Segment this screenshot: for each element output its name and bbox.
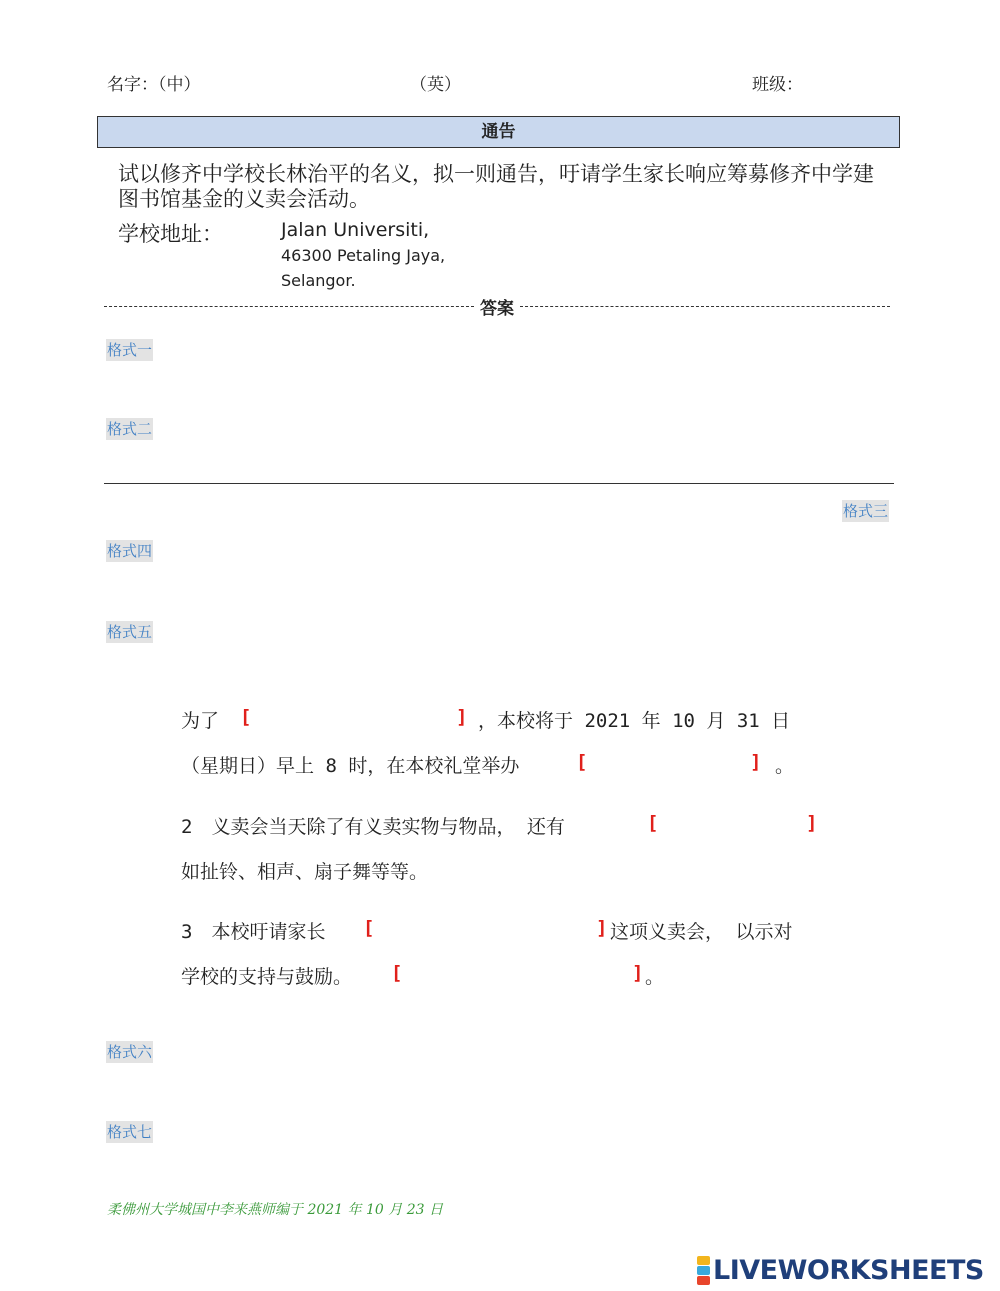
blank-1-close-bracket[interactable]: ] bbox=[456, 706, 468, 728]
name-english-label: （英） bbox=[410, 75, 461, 95]
logo-text: LIVEWORKSHEETS bbox=[713, 1254, 984, 1286]
answer-divider bbox=[104, 293, 890, 319]
format-slot-4[interactable]: 格式四 bbox=[107, 542, 153, 560]
answer-label: 答案 bbox=[480, 298, 514, 319]
blank-3-close-bracket[interactable]: ] bbox=[806, 812, 818, 834]
format-slot-1[interactable]: 格式一 bbox=[107, 341, 153, 359]
blank-5-close-bracket[interactable]: ] bbox=[632, 962, 644, 984]
blank-2-open-bracket[interactable]: [ bbox=[576, 751, 588, 773]
logo-block bbox=[697, 1276, 710, 1285]
dashed-line-right bbox=[520, 306, 890, 307]
name-chinese-label: 名字：（中） bbox=[107, 75, 201, 95]
task-instructions: 试以修齐中学校长林治平的名义，拟一则通告，吁请学生家长响应筹募修齐中学建图书馆基金的义卖会活动。 bbox=[118, 162, 874, 211]
body-line-2-end: 。 bbox=[775, 755, 795, 777]
address-line-2: 46300 Petaling Jaya, bbox=[281, 246, 446, 265]
body-line-4: 如扯铃、相声、扇子舞等等。 bbox=[181, 861, 429, 883]
footer-credit: 柔佛州大学城国中李来燕师编于 2021 年 10 月 23 日 bbox=[107, 1202, 443, 1218]
blank-1-open-bracket[interactable]: [ bbox=[240, 706, 252, 728]
body-line-5: 3 本校吁请家长 bbox=[181, 921, 326, 943]
format-slot-6[interactable]: 格式六 bbox=[107, 1043, 153, 1061]
body-line-1 bbox=[181, 706, 219, 733]
logo-block bbox=[697, 1266, 710, 1275]
format-slot-3[interactable]: 格式三 bbox=[843, 502, 889, 520]
blank-5-open-bracket[interactable]: [ bbox=[391, 962, 403, 984]
format-slot-2[interactable]: 格式二 bbox=[107, 420, 153, 438]
logo-block bbox=[697, 1256, 710, 1265]
class-label: 班级： bbox=[752, 75, 803, 95]
body-line-1-cont: ，本校将于 2021 年 10 月 31 日 bbox=[478, 710, 791, 732]
format-slot-5[interactable]: 格式五 bbox=[107, 623, 153, 641]
address-line-3: Selangor. bbox=[281, 271, 356, 290]
body-line-3: 2 义卖会当天除了有义卖实物与物品， 还有 bbox=[181, 816, 565, 838]
blank-3-open-bracket[interactable]: [ bbox=[647, 812, 659, 834]
address-line-1: Jalan Universiti, bbox=[281, 219, 430, 241]
body-line-5-cont: 这项义卖会， 以示对 bbox=[610, 921, 793, 943]
page-title: 通告 bbox=[97, 116, 900, 148]
address-label: 学校地址： bbox=[118, 222, 223, 246]
dashed-line-left bbox=[104, 306, 474, 307]
liveworksheets-logo bbox=[697, 1255, 984, 1285]
format-slot-7[interactable]: 格式七 bbox=[107, 1123, 153, 1141]
horizontal-rule bbox=[104, 483, 894, 484]
blank-2-close-bracket[interactable]: ] bbox=[750, 751, 762, 773]
logo-blocks-icon bbox=[697, 1256, 710, 1285]
body-line-6-end: 。 bbox=[645, 966, 665, 988]
blank-4-open-bracket[interactable]: [ bbox=[363, 917, 375, 939]
body-line-2: （星期日）早上 8 时，在本校礼堂举办 bbox=[181, 755, 520, 777]
body-text: 为了 bbox=[181, 710, 220, 732]
body-line-6: 学校的支持与鼓励。 bbox=[181, 966, 353, 988]
blank-4-close-bracket[interactable]: ] bbox=[596, 917, 608, 939]
